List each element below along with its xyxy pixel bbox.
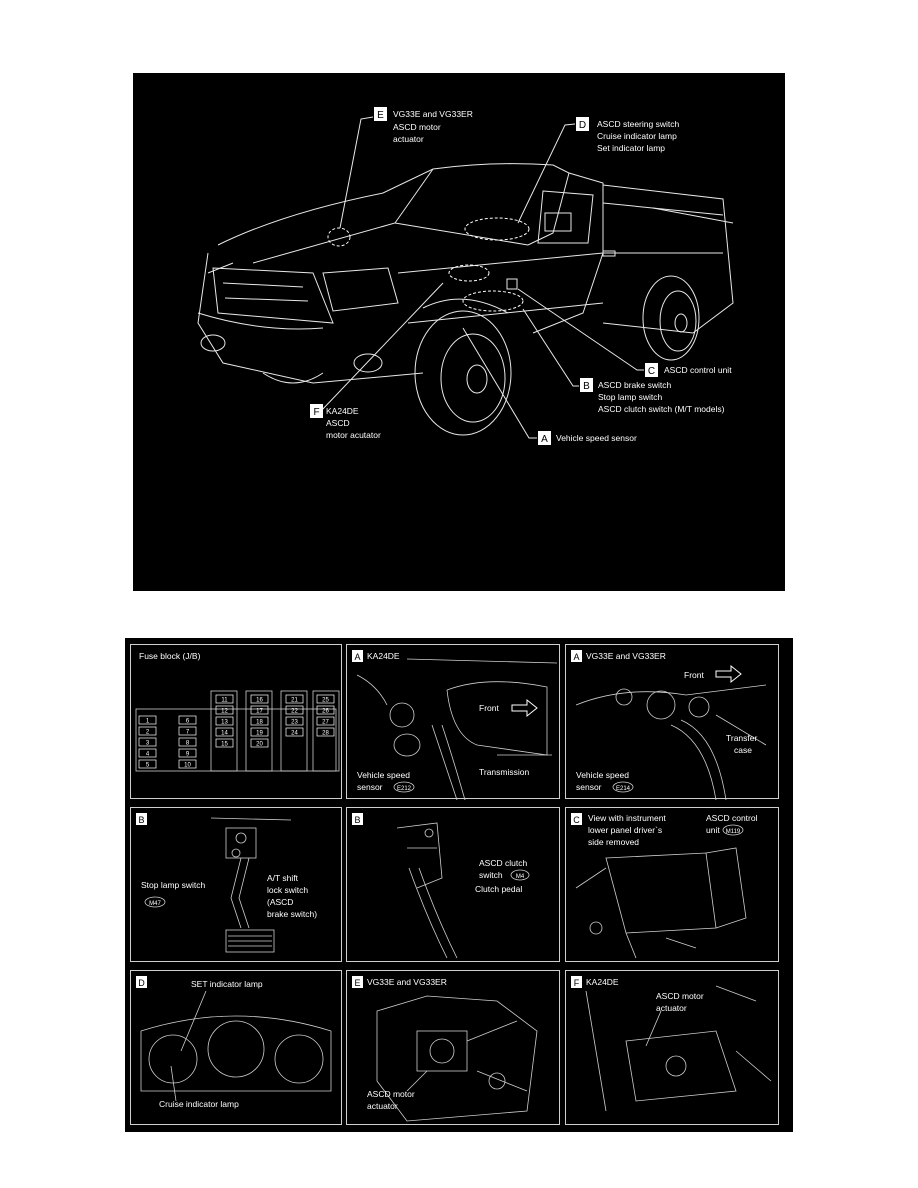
svg-text:A/T shift: A/T shift [267, 873, 299, 883]
svg-text:case: case [734, 745, 752, 755]
svg-text:lock switch: lock switch [267, 885, 309, 895]
svg-text:Stop lamp switch: Stop lamp switch [598, 392, 663, 402]
front-arrow-icon [512, 700, 537, 716]
callout-b [580, 378, 725, 414]
svg-text:Front: Front [479, 703, 499, 713]
svg-text:E: E [377, 110, 384, 121]
svg-text:ASCD control: ASCD control [706, 813, 758, 823]
svg-text:actuator: actuator [656, 1003, 687, 1013]
svg-text:lower panel driver`s: lower panel driver`s [588, 825, 663, 835]
fuse-label: 6 [185, 718, 190, 725]
svg-text:KA24DE: KA24DE [367, 651, 400, 661]
svg-text:unit: unit [706, 825, 720, 835]
brake-switch-cell [130, 807, 342, 962]
svg-text:View with instrument: View with instrument [588, 813, 666, 823]
svg-text:Vehicle speed sensor: Vehicle speed sensor [556, 433, 637, 443]
fuse-label: 22 [291, 708, 298, 715]
svg-text:Clutch pedal: Clutch pedal [475, 884, 523, 894]
callout-f [310, 404, 381, 440]
vehicle-overview-svg [133, 73, 785, 591]
svg-text:A: A [541, 434, 548, 445]
callout-circle-b [463, 291, 523, 311]
vss-vg33e-cell [565, 644, 779, 799]
callout-box-c [507, 279, 517, 289]
svg-text:Vehicle speed: Vehicle speed [576, 770, 629, 780]
actuator-ka24de-cell [565, 970, 779, 1125]
svg-text:ASCD motor: ASCD motor [393, 122, 441, 132]
fuse-label: 1 [145, 718, 150, 725]
vehicle-overview-diagram [133, 73, 785, 591]
fuse-label: 28 [322, 730, 329, 737]
callout-e [374, 107, 473, 144]
connector-e214: E214 [615, 786, 631, 792]
svg-text:ASCD control unit: ASCD control unit [664, 365, 732, 375]
fuse-label: 16 [256, 697, 263, 704]
svg-text:F: F [313, 407, 320, 418]
fuse-label: 24 [291, 730, 298, 737]
clutch-switch-cell [346, 807, 560, 962]
svg-text:B: B [138, 815, 145, 825]
callout-c [645, 363, 732, 377]
svg-text:actuator: actuator [367, 1101, 398, 1111]
svg-text:ASCD motor: ASCD motor [656, 991, 704, 1001]
fuse-grid [139, 695, 334, 769]
fuse-label: 7 [185, 729, 190, 736]
fuse-label: 21 [291, 697, 298, 704]
callout-a [538, 431, 637, 445]
callout-circle-d [465, 218, 529, 240]
svg-text:Stop lamp switch: Stop lamp switch [141, 880, 206, 890]
svg-text:Set indicator lamp: Set indicator lamp [597, 143, 666, 153]
svg-text:ASCD motor: ASCD motor [367, 1089, 415, 1099]
fuse-label: 9 [185, 751, 190, 758]
fuse-block-title: Fuse block (J/B) [139, 651, 201, 661]
svg-text:ASCD clutch: ASCD clutch [479, 858, 528, 868]
fuse-label: 12 [221, 708, 228, 715]
svg-text:KA24DE: KA24DE [326, 406, 359, 416]
svg-text:D: D [138, 978, 145, 988]
svg-text:D: D [578, 120, 587, 131]
connector-m119: M119 [725, 829, 741, 835]
fuse-label: 8 [185, 740, 190, 747]
fuse-label: 15 [221, 741, 228, 748]
fuse-label: 10 [184, 762, 191, 769]
svg-text:VG33E and VG33ER: VG33E and VG33ER [393, 109, 473, 119]
connector-m4: M4 [515, 874, 525, 880]
fuse-label: 2 [145, 729, 150, 736]
component-detail-grid [125, 638, 793, 1132]
fuse-label: 26 [322, 708, 329, 715]
svg-text:sensor: sensor [576, 782, 602, 792]
control-unit-cell [565, 807, 779, 962]
svg-text:Transfer: Transfer [726, 733, 758, 743]
svg-text:Cruise indicator lamp: Cruise indicator lamp [597, 131, 677, 141]
fuse-label: 25 [322, 697, 329, 704]
fuse-label: 17 [256, 708, 263, 715]
svg-text:B: B [583, 381, 590, 392]
connector-e212: E212 [396, 786, 412, 792]
svg-text:VG33E and VG33ER: VG33E and VG33ER [586, 651, 666, 661]
front-arrow-icon [716, 666, 741, 682]
svg-text:SET indicator lamp: SET indicator lamp [191, 979, 263, 989]
svg-text:Front: Front [684, 670, 704, 680]
svg-text:(ASCD: (ASCD [267, 897, 294, 907]
svg-text:ASCD: ASCD [326, 418, 350, 428]
svg-text:F: F [573, 978, 580, 988]
callout-d [576, 117, 679, 153]
svg-text:motor acutator: motor acutator [326, 430, 381, 440]
svg-text:C: C [573, 815, 580, 825]
fuse-label: 20 [256, 741, 263, 748]
fuse-label: 5 [145, 762, 150, 769]
fuse-label: 14 [221, 730, 228, 737]
svg-text:A: A [354, 652, 361, 662]
svg-text:Cruise indicator lamp: Cruise indicator lamp [159, 1099, 239, 1109]
svg-text:Vehicle speed: Vehicle speed [357, 770, 410, 780]
svg-text:actuator: actuator [393, 134, 424, 144]
svg-text:Transmission: Transmission [479, 767, 530, 777]
fuse-label: 13 [221, 719, 228, 726]
fuse-label: 3 [145, 740, 150, 747]
svg-text:switch: switch [479, 870, 503, 880]
svg-text:E: E [354, 978, 361, 988]
vss-ka24de-cell [346, 644, 560, 799]
svg-text:sensor: sensor [357, 782, 383, 792]
cluster-cell [130, 970, 342, 1125]
fuse-block-cell [130, 644, 342, 799]
fuse-label: 23 [291, 719, 298, 726]
fuse-label: 18 [256, 719, 263, 726]
fuse-label: 4 [145, 751, 150, 758]
svg-text:ASCD steering switch: ASCD steering switch [597, 119, 680, 129]
svg-text:A: A [573, 652, 580, 662]
actuator-vg33e-cell [346, 970, 560, 1125]
fuse-label: 11 [221, 697, 228, 704]
svg-text:ASCD brake switch: ASCD brake switch [598, 380, 672, 390]
fuse-label: 19 [256, 730, 263, 737]
svg-text:VG33E and VG33ER: VG33E and VG33ER [367, 977, 447, 987]
svg-text:B: B [354, 815, 361, 825]
svg-text:ASCD clutch switch (M/T models: ASCD clutch switch (M/T models) [598, 404, 725, 414]
svg-text:C: C [647, 366, 656, 377]
svg-text:brake switch): brake switch) [267, 909, 318, 919]
fuse-label: 27 [322, 719, 329, 726]
connector-m47: M47 [149, 901, 161, 907]
svg-text:side removed: side removed [588, 837, 640, 847]
svg-text:KA24DE: KA24DE [586, 977, 619, 987]
